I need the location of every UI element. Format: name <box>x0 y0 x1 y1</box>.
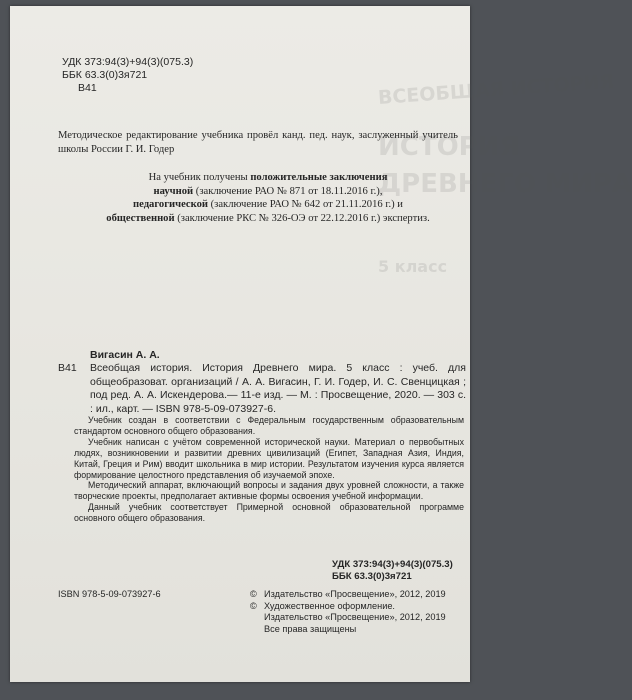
bibliography-author: Вигасин А. А. <box>90 349 160 361</box>
bibliography-record: Всеобщая история. История Древнего мира. 5 класс : учеб. для общеобразоват. организаций / А. А. Вигасин, Г. И. Годер, И. С. Свенцицкая ; под ред. А. А. Искендерова.— 11-е изд. — М. : Просвещение, 2020. — 303 с. : ил., карт. — ISBN 978-5-09-073927-6. <box>90 362 466 415</box>
annotation <box>74 415 464 524</box>
footer-bbk: ББК 63.3(0)3я721 <box>332 571 412 582</box>
approvals-positive: положительные заключения <box>250 172 388 183</box>
footer-udk: УДК 373:94(3)+94(3)(075.3) <box>332 559 453 570</box>
author-mark: В41 <box>78 82 97 94</box>
copyright-symbol: © <box>250 600 257 611</box>
classification-codes <box>62 56 193 95</box>
isbn: ISBN 978-5-09-073927-6 <box>58 589 161 599</box>
annotation-paragraph: Данный учебник соответствует Примерной основной образовательной программе основного общего образования. <box>74 502 464 524</box>
footer-codes <box>332 559 453 583</box>
copyright-block: © Издательство «Просвещение», 2012, 2019 © Художественное оформление. Издательство «Просвещение», 2012, 2019 Все права защищены <box>250 589 446 634</box>
show-through-cover-print: ВСЕОБЩАЯ ИСТОРИЯ ИСТОРИЯ ДРЕВНЕГО МИРА 5 класс <box>377 70 632 276</box>
bibliography-mark: В41 <box>58 362 77 374</box>
annotation-paragraph: Учебник создан в соответствии с Федеральным государственным образовательным стандартом основного общего образования. <box>74 415 464 436</box>
book-imprint-page <box>10 6 632 682</box>
annotation-paragraph: Методический аппарат, включающий вопросы и задания двух уровней сложности, а также творческие проекты, предполагает активные формы освоения учебной информации. <box>74 480 464 502</box>
copyright-symbol: © <box>250 589 257 599</box>
annotation-paragraph: Учебник написан с учётом современной исторической науки. Материал о первобытных людях, возникновении и развитии древних цивилизаций (Египет, Западная Азия, Индия, Китай, Греция и Рим) вводит школьника в мир истории. Результатом изучения курса является формирование целостного представления об изучаемой эпохе. <box>74 436 464 480</box>
methodology-note: Методическое редактирование учебника провёл канд. пед. наук, заслуженный учитель школы России Г. И. Годер <box>58 130 458 155</box>
bbk-code: ББК 63.3(0)3я721 <box>62 69 148 81</box>
udk-code: УДК 373:94(3)+94(3)(075.3) <box>62 56 194 68</box>
approvals-block: На учебник получены положительные заключения научной (заключение РАО № 871 от 18.11.2016 г.), педагогической (заключение РАО № 642 от 21.11.2016 г.) и общественной (заключение РКС № 326-ОЭ от 22.12.2016 г.) экспертиз. <box>106 172 430 224</box>
